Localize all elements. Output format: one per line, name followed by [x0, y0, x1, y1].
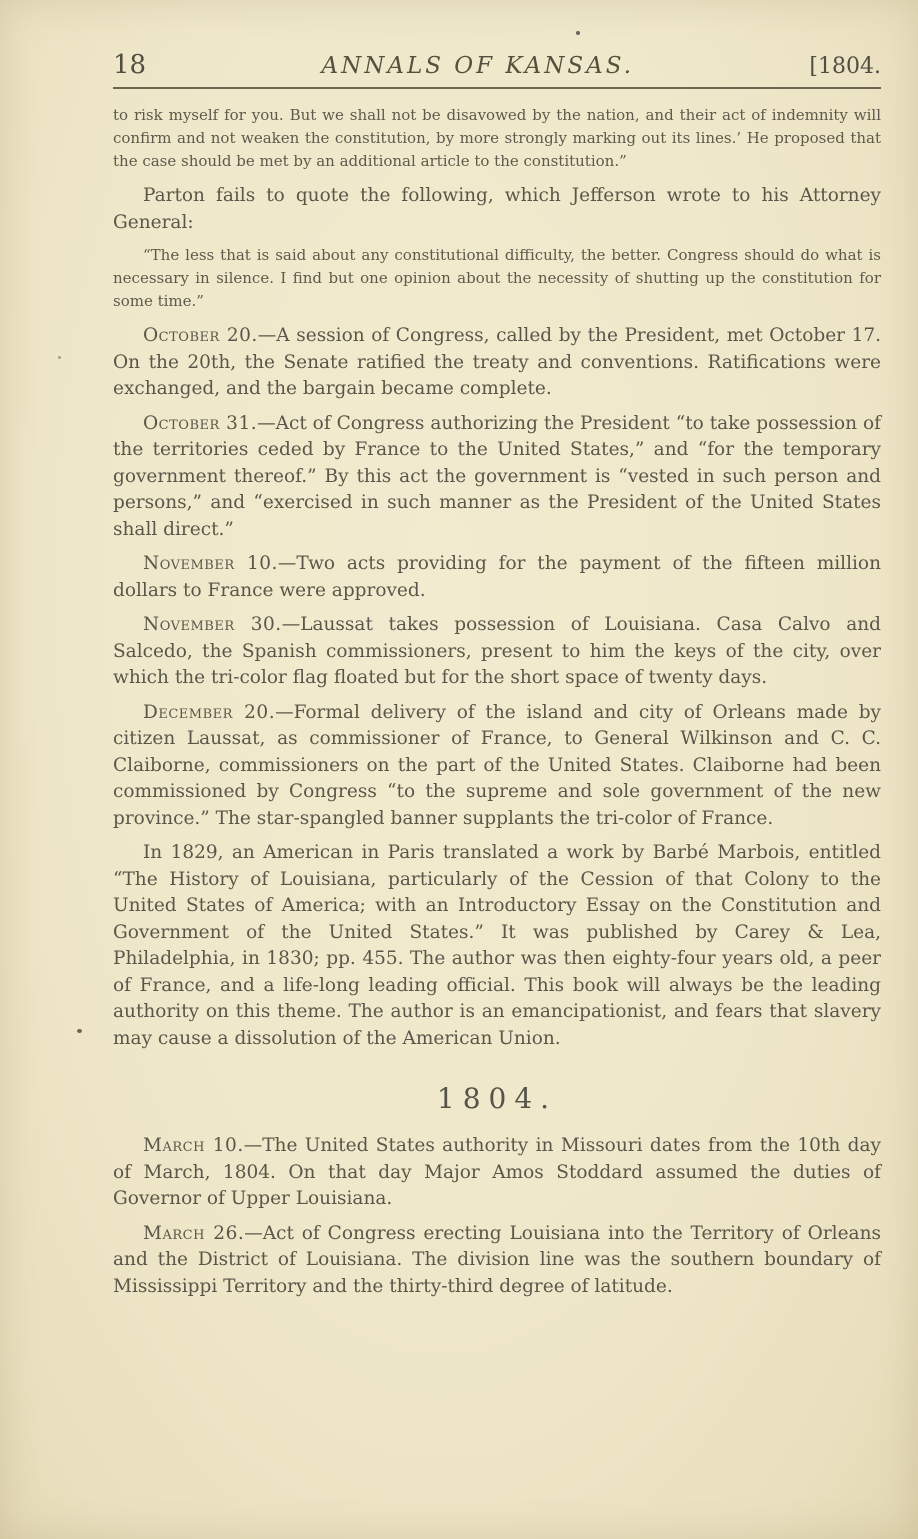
page-number: 18: [113, 50, 147, 80]
paragraph: March 10.—The United States authority in Missouri dates from the 10th day of March, 1804. On that day Major Amos Stoddard assumed the duties of Governor of Upper Louisiana.: [113, 1135, 881, 1209]
ink-speck: [576, 31, 580, 35]
date-lead: March 10.: [143, 1135, 244, 1156]
paragraph: to risk myself for you. But we shall not be disavowed by the nation, and their act of indemnity will confirm and not weaken the constitution, by more strongly marking out its lines.’ He proposed that the case should be met by an additional article to the constitution.”: [113, 106, 881, 170]
page-header: [113, 0, 881, 80]
running-title: ANNALS OF KANSAS.: [321, 53, 635, 79]
paragraph: October 31.—Act of Congress authorizing the President “to take possession of the territories ceded by France to the United States,” and “for the temporary government thereof.” By this act the government is “vested in such person and persons,” and “exercised in such manner as the President of the United States shall direct.”: [113, 412, 881, 540]
paragraph: November 30.—Laussat takes possession of Louisiana. Casa Calvo and Salcedo, the Spanish commissioners, present to him the keys of the city, over which the tri-color flag floated but for the short space of twenty days.: [113, 614, 881, 688]
paragraph: In 1829, an American in Paris translated a work by Barbé Marbois, entitled “The History of Louisiana, particularly of the Cession of that Colony to the United States of America; with an Introductory Essay on the Constitution and Government of the United States.” It was published by Carey & Lea, Philadelphia, in 1830; pp. 455. The author was then eighty-four years old, a peer of France, and a life-long leading official. This book will always be the leading authority on this theme. The author is an emancipationist, and fears that slavery may cause a dissolution of the American Union.: [113, 842, 881, 1049]
paragraph: “The less that is said about any constitutional difficulty, the better. Congress should do what is necessary in silence. I find but one opinion about the necessity of shutting up the constitution for some time.”: [113, 246, 881, 310]
date-lead: November 30.: [143, 614, 282, 635]
header-rule: [113, 87, 881, 89]
section-heading: 1804.: [436, 1082, 558, 1115]
date-lead: December 20.: [143, 701, 276, 723]
page-body: [113, 89, 881, 1300]
ink-speck: [77, 1029, 82, 1033]
paragraph: November 10.—Two acts providing for the payment of the fifteen million dollars to France were approved.: [113, 553, 881, 601]
paragraph: October 20.—A session of Congress, called by the President, met October 17. On the 20th, the Senate ratified the treaty and conventions. Ratifications were exchanged, and the bargain became complete.: [113, 325, 882, 399]
date-lead: March 26.: [143, 1222, 245, 1244]
ink-speck: [58, 356, 61, 359]
date-lead: October 20.: [143, 325, 258, 346]
year-marker: [1804.: [809, 54, 881, 79]
paragraph: March 26.—Act of Congress erecting Louisiana into the Territory of Orleans and the District of Louisiana. The division line was the southern boundary of Mississippi Territory and the thirty-third degree of latitude.: [113, 1222, 881, 1297]
date-lead: November 10.: [143, 553, 278, 574]
date-lead: October 31.: [143, 412, 258, 434]
paragraph: Parton fails to quote the following, which Jefferson wrote to his Attorney General:: [113, 185, 881, 233]
paragraph: December 20.—Formal delivery of the island and city of Orleans made by citizen Laussat, as commissioner of France, to General Wilkinson and C. C. Claiborne, commissioners on the part of the United States. Claiborne had been commissioned by Congress “to the supreme and sole government of the new province.” The star-spangled banner supplants the tri-color of France.: [113, 701, 881, 829]
